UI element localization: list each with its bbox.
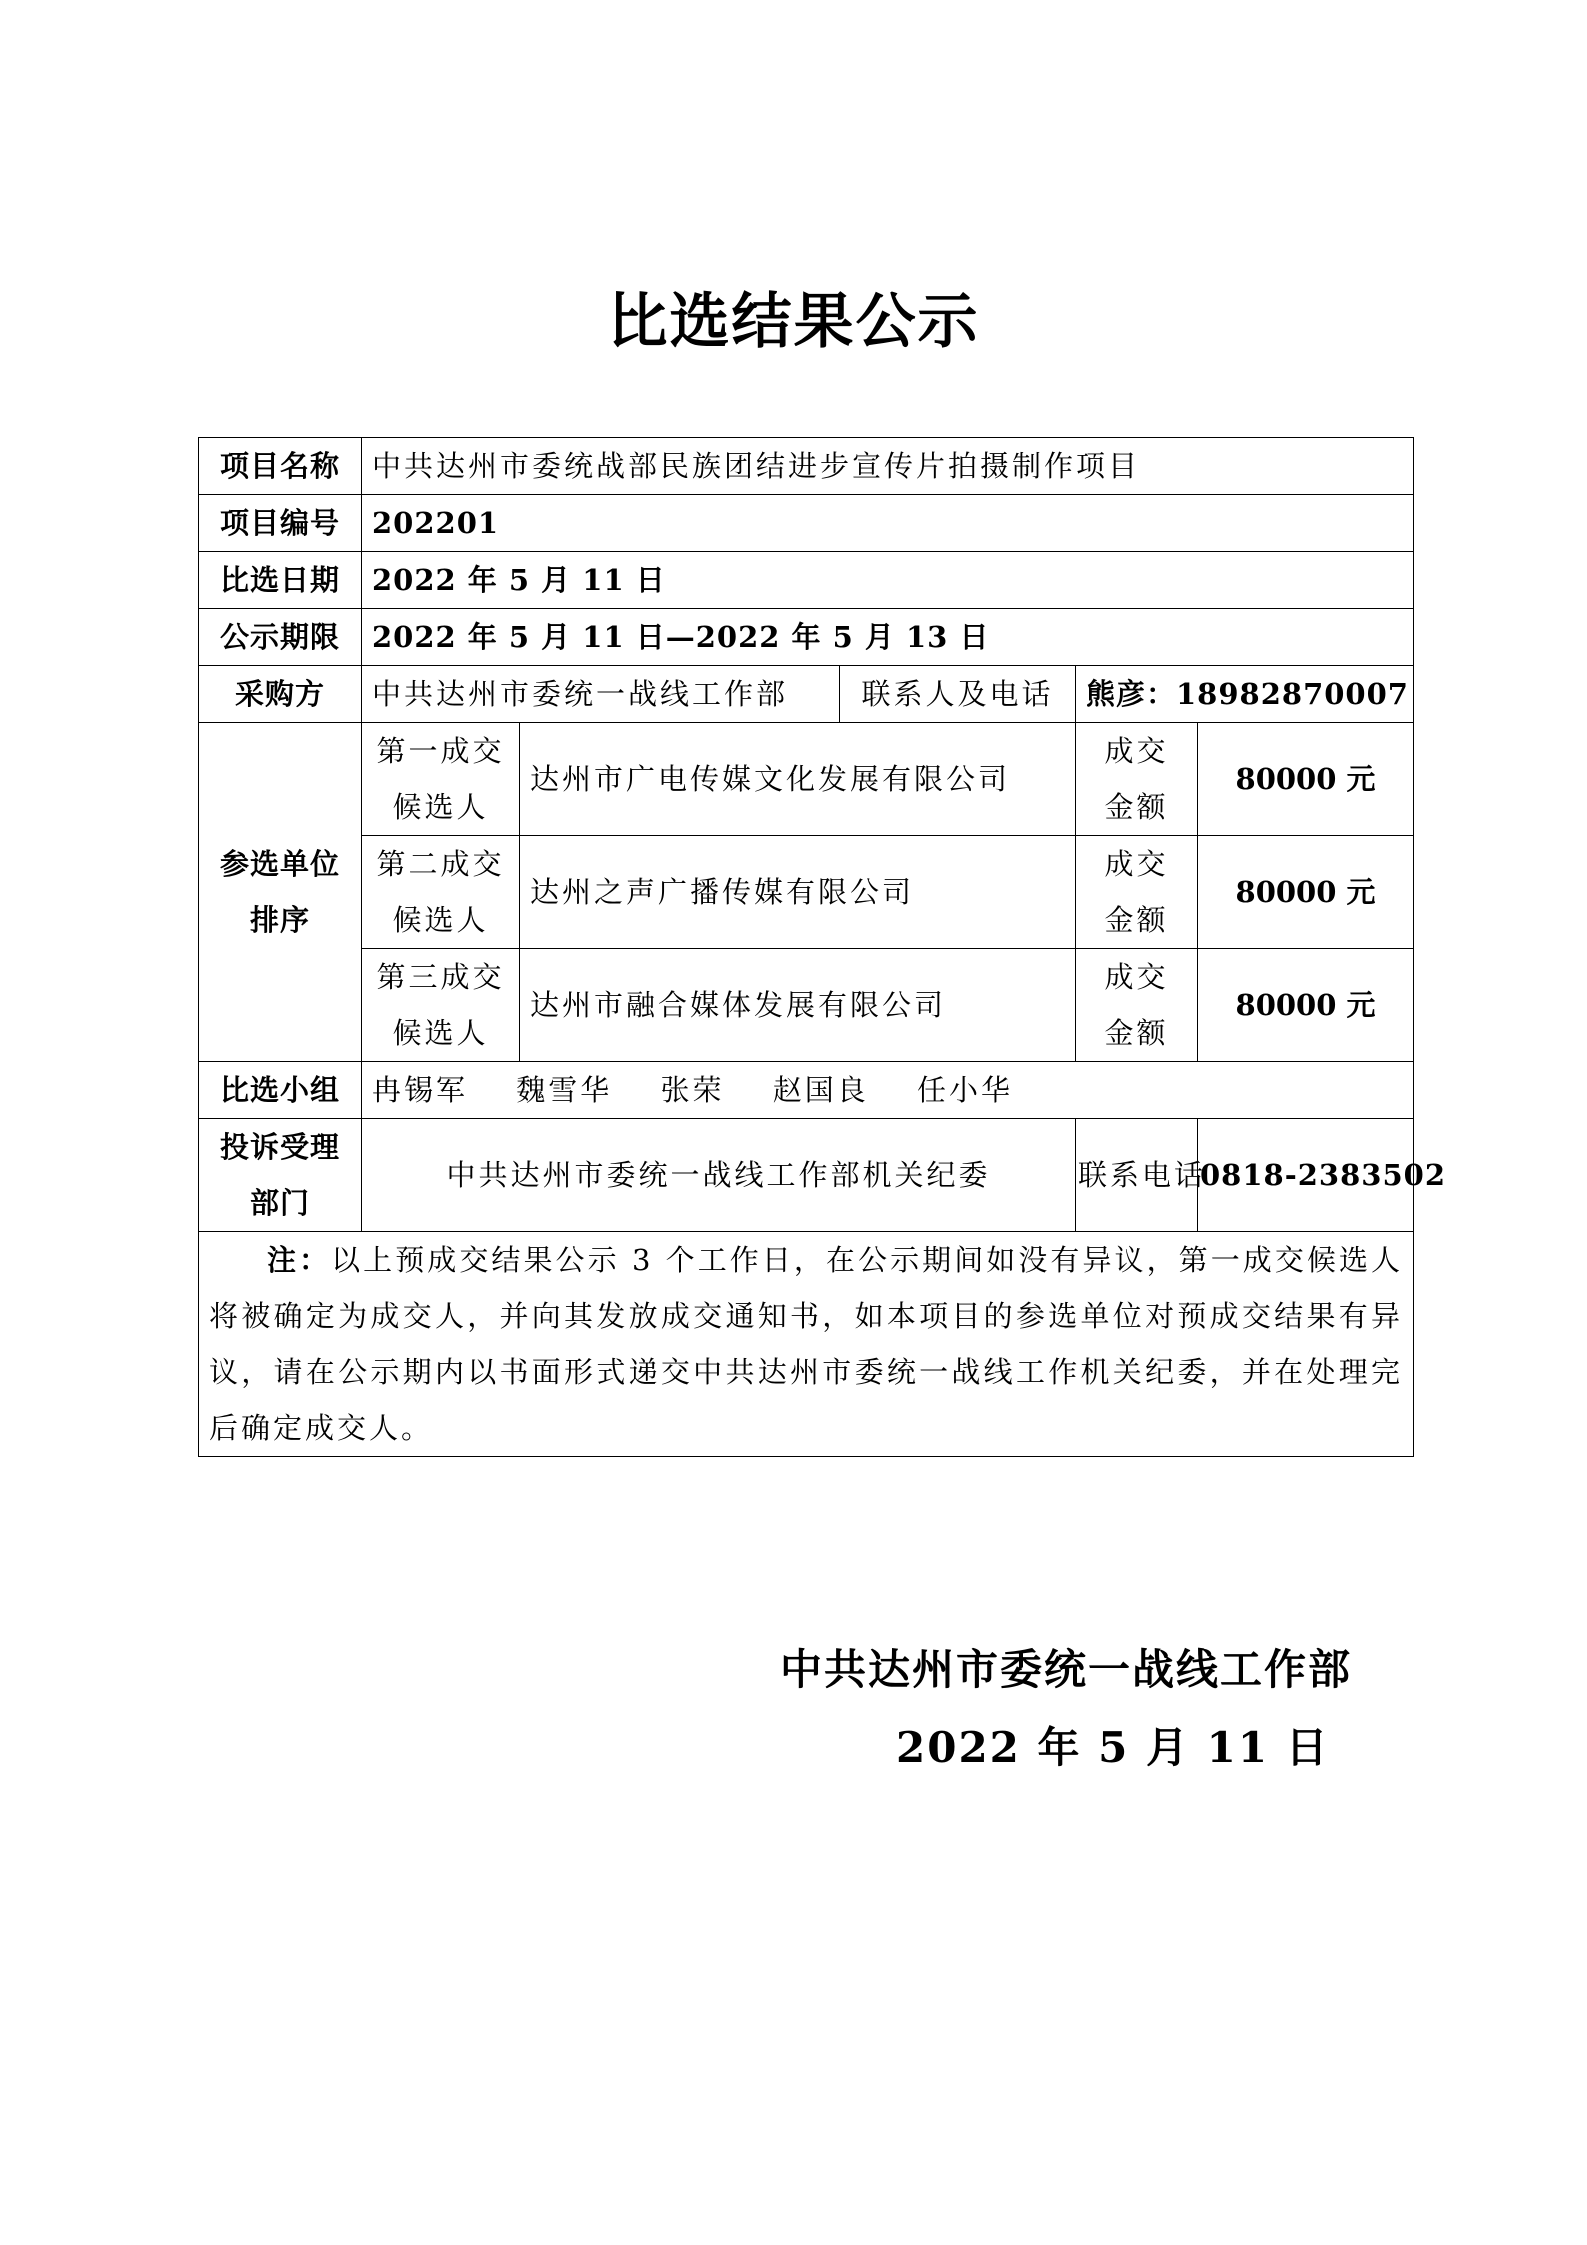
amount-label-line2: 金额 bbox=[1104, 903, 1169, 937]
project-name-label: 项目名称 bbox=[199, 438, 362, 495]
panel-member: 张荣 bbox=[660, 1073, 725, 1107]
participant-company: 达州之声广播传媒有限公司 bbox=[520, 836, 1076, 949]
purchaser-value: 中共达州市委统一战线工作部 bbox=[362, 666, 840, 723]
row-note bbox=[199, 1232, 1414, 1457]
participant-company: 达州市广电传媒文化发展有限公司 bbox=[520, 723, 1076, 836]
project-number-value: 202201 bbox=[362, 495, 1414, 552]
amount-label bbox=[1076, 723, 1198, 836]
purchaser-label: 采购方 bbox=[199, 666, 362, 723]
participant-rank-line1: 第二成交 bbox=[376, 847, 505, 881]
participant-rank-line2: 候选人 bbox=[392, 903, 489, 937]
participant-amount: 80000 元 bbox=[1198, 723, 1414, 836]
signature-date: 2022 年 5 月 11 日 bbox=[896, 1723, 1330, 1772]
participant-rank bbox=[362, 723, 520, 836]
publicity-period-value: 2022 年 5 月 11 日—2022 年 5 月 13 日 bbox=[362, 609, 1414, 666]
participant-rank bbox=[362, 836, 520, 949]
complaint-label-line1: 投诉受理 bbox=[219, 1130, 340, 1164]
amount-label-line1: 成交 bbox=[1104, 847, 1169, 881]
selection-date-value: 2022 年 5 月 11 日 bbox=[362, 552, 1414, 609]
row-project-number bbox=[199, 495, 1414, 552]
participant-rank-line2: 候选人 bbox=[392, 790, 489, 824]
complaint-label-line2: 部门 bbox=[249, 1186, 310, 1220]
row-publicity-period bbox=[199, 609, 1414, 666]
row-panel bbox=[199, 1062, 1414, 1119]
note-text: 以上预成交结果公示 3 个工作日，在公示期间如没有异议，第一成交候选人将被确定为成交人，并向其发放成交通知书，如本项目的参选单位对预成交结果有异议，请在公示期内以书面形式递交中共达州市委统一战线工作机关纪委，并在处理完后确定成交人。 bbox=[209, 1243, 1404, 1445]
amount-label bbox=[1076, 949, 1198, 1062]
participant-rank-line1: 第三成交 bbox=[376, 960, 505, 994]
project-name-value: 中共达州市委统战部民族团结进步宣传片拍摄制作项目 bbox=[362, 438, 1414, 495]
participant-company: 达州市融合媒体发展有限公司 bbox=[520, 949, 1076, 1062]
row-complaint bbox=[199, 1119, 1414, 1232]
panel-member: 任小华 bbox=[916, 1073, 1013, 1107]
note-lead: 注： bbox=[267, 1243, 332, 1277]
amount-label-line2: 金额 bbox=[1104, 1016, 1169, 1050]
amount-label bbox=[1076, 836, 1198, 949]
row-selection-date bbox=[199, 552, 1414, 609]
note-cell bbox=[199, 1232, 1414, 1457]
complaint-department: 中共达州市委统一战线工作部机关纪委 bbox=[362, 1119, 1076, 1232]
panel-label: 比选小组 bbox=[199, 1062, 362, 1119]
participant-rank bbox=[362, 949, 520, 1062]
complaint-phone-label: 联系电话 bbox=[1076, 1119, 1198, 1232]
document-title: 比选结果公示 bbox=[607, 287, 980, 357]
selection-date-label: 比选日期 bbox=[199, 552, 362, 609]
panel-member: 冉锡军 bbox=[372, 1073, 469, 1107]
complaint-label bbox=[199, 1119, 362, 1232]
participant-row-3 bbox=[199, 949, 1414, 1062]
row-project-name bbox=[199, 438, 1414, 495]
participant-amount: 80000 元 bbox=[1198, 949, 1414, 1062]
purchaser-contact-value: 熊彦：18982870007 bbox=[1076, 666, 1414, 723]
panel-member: 魏雪华 bbox=[516, 1073, 613, 1107]
amount-label-line2: 金额 bbox=[1104, 790, 1169, 824]
participant-row-1 bbox=[199, 723, 1414, 836]
participant-rank-line1: 第一成交 bbox=[376, 734, 505, 768]
panel-members bbox=[362, 1062, 1414, 1119]
participant-row-2 bbox=[199, 836, 1414, 949]
row-purchaser bbox=[199, 666, 1414, 723]
purchaser-contact-label: 联系人及电话 bbox=[840, 666, 1076, 723]
signature-organization: 中共达州市委统一战线工作部 bbox=[780, 1645, 1353, 1694]
participants-label bbox=[199, 723, 362, 1062]
participant-rank-line2: 候选人 bbox=[392, 1016, 489, 1050]
project-number-label: 项目编号 bbox=[199, 495, 362, 552]
panel-member: 赵国良 bbox=[772, 1073, 869, 1107]
result-table bbox=[198, 437, 1446, 1457]
participants-label-line1: 参选单位 bbox=[219, 847, 340, 881]
complaint-phone: 0818-2383502 bbox=[1198, 1119, 1414, 1232]
participant-amount: 80000 元 bbox=[1198, 836, 1414, 949]
participants-label-line2: 排序 bbox=[249, 903, 310, 937]
publicity-period-label: 公示期限 bbox=[199, 609, 362, 666]
amount-label-line1: 成交 bbox=[1104, 734, 1169, 768]
amount-label-line1: 成交 bbox=[1104, 960, 1169, 994]
